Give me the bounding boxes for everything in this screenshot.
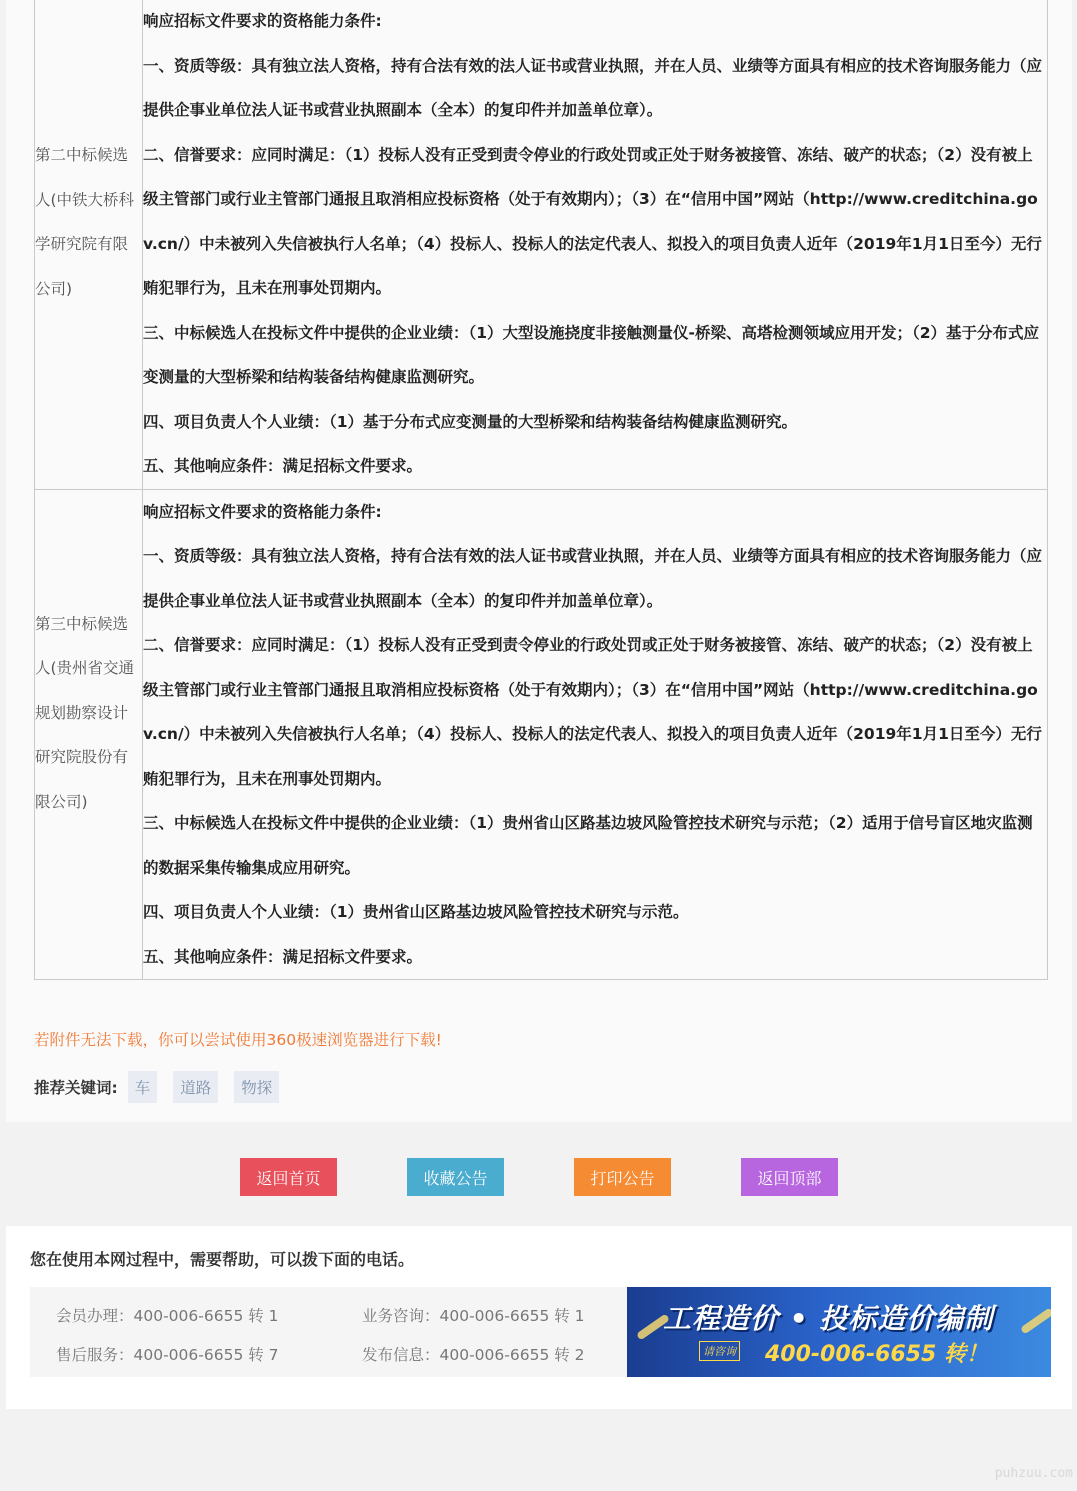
- candidate-name-cell: [35, 0, 143, 489]
- candidate-name-cell: [35, 489, 143, 980]
- action-bar: [0, 1158, 1077, 1198]
- table-row: [35, 0, 1048, 489]
- help-title: 您在使用本网过程中，需要帮助，可以拨下面的电话。: [30, 1250, 415, 1269]
- keyword-tag[interactable]: 物探: [234, 1071, 279, 1103]
- manager-performance: 四、项目负责人个人业绩：（1）贵州省山区路基边坡风险管控技术研究与示范。: [143, 903, 689, 921]
- back-to-top-button[interactable]: 返回顶部: [741, 1158, 838, 1196]
- candidate-content-cell: [143, 489, 1048, 980]
- download-tip[interactable]: 若附件无法下载，你可以尝试使用360极速浏览器进行下载!: [34, 1031, 442, 1049]
- phone-list: [30, 1287, 627, 1377]
- candidate-name: 第二中标候选人(中铁大桥科学研究院有限公司): [35, 146, 135, 298]
- banner-title: 工程造价 • 投标造价编制: [663, 1302, 994, 1335]
- candidate-name: 第三中标候选人(贵州省交通规划勘察设计研究院股份有限公司): [35, 614, 135, 811]
- reputation-requirement: 二、信誉要求：应同时满足：（1）投标人没有正受到责令停业的行政处罚或正处于财务被接管、冻结、破产的状态；（2）没有被上级主管部门或行业主管部门通报且取消相应投标资格（处于有效期内）；（3）在“信用中国”网站（http://www.creditchina.gov.cn/）中未被列入失信被执行人名单；（4）投标人、投标人的法定代表人、拟投入的项目负责人近年（2019年1月1日至今）无行贿犯罪行为，且未在刑事处罚期内。: [143, 145, 1042, 297]
- decor-streak: [1020, 1307, 1051, 1334]
- print-notice-button[interactable]: 打印公告: [574, 1158, 671, 1196]
- other-conditions: 五、其他响应条件：满足招标文件要求。: [143, 457, 423, 475]
- watermark: puhzuu.com: [994, 1466, 1073, 1481]
- qualification-grade: 一、资质等级：具有独立法人资格，持有合法有效的法人证书或营业执照，并在人员、业绩等方面具有相应的技术咨询服务能力（应提供企事业单位法人证书或营业执照副本（全本）的复印件并加盖单位章）。: [143, 56, 1043, 119]
- company-performance: 三、中标候选人在投标文件中提供的企业业绩：（1）大型设施挠度非接触测量仪-桥梁、高塔检测领域应用开发；（2）基于分布式应变测量的大型桥梁和结构装备结构健康监测研究。: [143, 323, 1040, 386]
- phone-member: 会员办理：400-006-6655 转 1: [56, 1307, 279, 1325]
- back-home-button[interactable]: 返回首页: [240, 1158, 337, 1196]
- banner-phone: 400-006-6655 转！: [765, 1342, 988, 1367]
- keyword-tag[interactable]: 车: [128, 1071, 158, 1103]
- candidates-table: [34, 0, 1048, 980]
- favorite-notice-button[interactable]: 收藏公告: [407, 1158, 504, 1196]
- qualification-heading: 响应招标文件要求的资格能力条件:: [143, 502, 382, 521]
- ad-banner[interactable]: [627, 1287, 1051, 1377]
- candidate-content-cell: [143, 0, 1048, 489]
- manager-performance: 四、项目负责人个人业绩：（1）基于分布式应变测量的大型桥梁和结构装备结构健康监测研究。: [143, 412, 798, 431]
- other-conditions: 五、其他响应条件：满足招标文件要求。: [143, 947, 423, 966]
- phone-after-sales: 售后服务：400-006-6655 转 7: [56, 1346, 279, 1364]
- qualification-grade: 一、资质等级：具有独立法人资格，持有合法有效的法人证书或营业执照，并在人员、业绩等方面具有相应的技术咨询服务能力（应提供企事业单位法人证书或营业执照副本（全本）的复印件并加盖单位章）。: [143, 547, 1043, 610]
- table-row: [35, 489, 1048, 980]
- keyword-bar: [34, 1070, 295, 1104]
- phone-business: 业务咨询：400-006-6655 转 1: [362, 1307, 585, 1325]
- keyword-tag[interactable]: 道路: [173, 1071, 218, 1103]
- phone-publish: 发布信息：400-006-6655 转 2: [362, 1346, 585, 1364]
- help-panel: [6, 1226, 1072, 1409]
- keywords-label: 推荐关键词:: [34, 1079, 118, 1097]
- company-performance: 三、中标候选人在投标文件中提供的企业业绩：（1）贵州省山区路基边坡风险管控技术研究与示范；（2）适用于信号盲区地灾监测的数据采集传输集成应用研究。: [143, 814, 1033, 877]
- banner-tag: 请咨询: [699, 1341, 740, 1361]
- reputation-requirement: 二、信誉要求：应同时满足：（1）投标人没有正受到责令停业的行政处罚或正处于财务被接管、冻结、破产的状态；（2）没有被上级主管部门或行业主管部门通报且取消相应投标资格（处于有效期内）；（3）在“信用中国”网站（http://www.creditchina.gov.cn/）中未被列入失信被执行人名单；（4）投标人、投标人的法定代表人、拟投入的项目负责人近年（2019年1月1日至今）无行贿犯罪行为，且未在刑事处罚期内。: [143, 636, 1042, 788]
- qualification-heading: 响应招标文件要求的资格能力条件:: [143, 12, 382, 30]
